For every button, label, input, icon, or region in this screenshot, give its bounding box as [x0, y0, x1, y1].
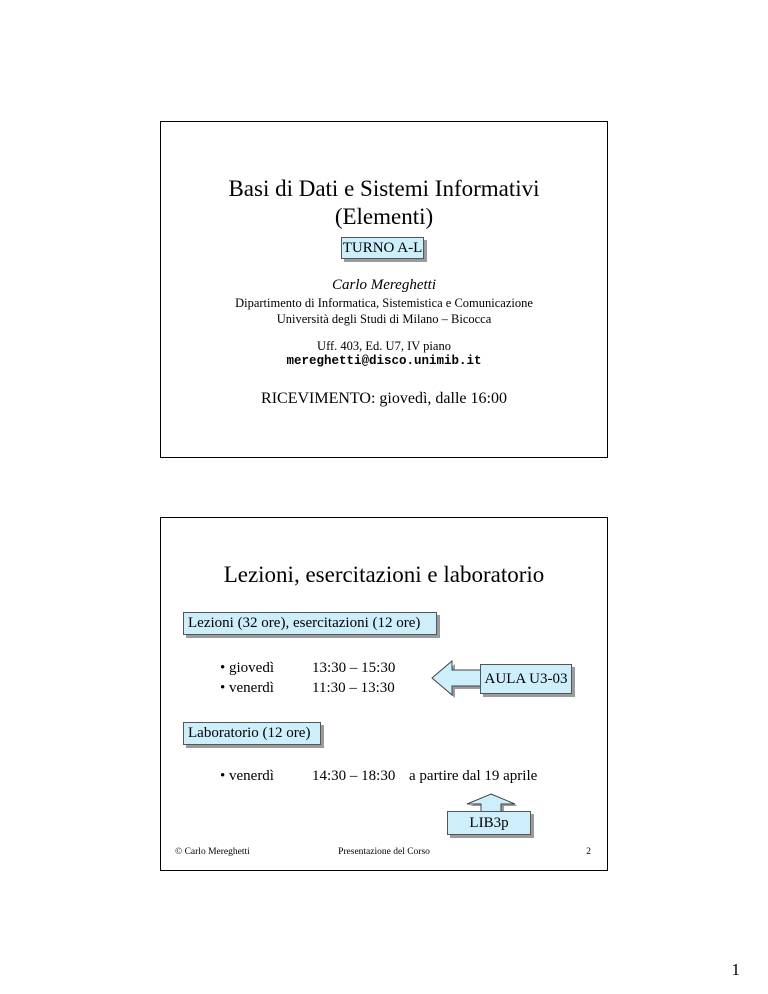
schedule-day: • venerdì [220, 680, 274, 696]
footer-slide-number: 2 [586, 847, 591, 857]
ricevimento: RICEVIMENTO: giovedì, dalle 16:00 [261, 390, 507, 407]
department: Dipartimento di Informatica, Sistemistica e Comunicazione [235, 296, 533, 310]
author-name: Carlo Mereghetti [331, 277, 436, 293]
turno-box: TURNO A-L [341, 237, 424, 259]
schedule-days [220, 658, 274, 698]
slide-2 [160, 517, 608, 871]
slide-title: Lezioni, esercitazioni e laboratorio [223, 562, 545, 587]
lezioni-box: Lezioni (32 ore), esercitazioni (12 ore) [183, 612, 437, 635]
footer-center: Presentazione del Corso [338, 847, 430, 857]
aula-box: AULA U3-03 [480, 664, 572, 694]
lab-note: a partire dal 19 aprile [409, 768, 538, 784]
university: Università degli Studi di Milano – Bicocca [276, 312, 492, 326]
title-line-1: Basi di Dati e Sistemi Informativi [228, 176, 540, 201]
email-address: mereghetti@disco.unimib.it [286, 354, 482, 368]
schedule-times [312, 658, 395, 698]
footer-left: © Carlo Mereghetti [175, 847, 250, 857]
lab-day: • venerdì [220, 768, 274, 784]
slide-1 [160, 121, 608, 458]
slide-title [161, 175, 607, 231]
lib3p-box: LIB3p [447, 811, 531, 835]
page-number: 1 [731, 960, 740, 979]
lab-time: 14:30 – 18:30 [312, 768, 396, 784]
schedule-time: 11:30 – 13:30 [312, 680, 395, 696]
schedule-day: • giovedì [220, 660, 274, 676]
schedule-time: 13:30 – 15:30 [312, 660, 396, 676]
title-line-2: (Elementi) [334, 204, 434, 229]
arrow-left-icon [429, 657, 485, 701]
office: Uff. 403, Ed. U7, IV piano [317, 339, 451, 353]
lab-box: Laboratorio (12 ore) [183, 722, 321, 745]
